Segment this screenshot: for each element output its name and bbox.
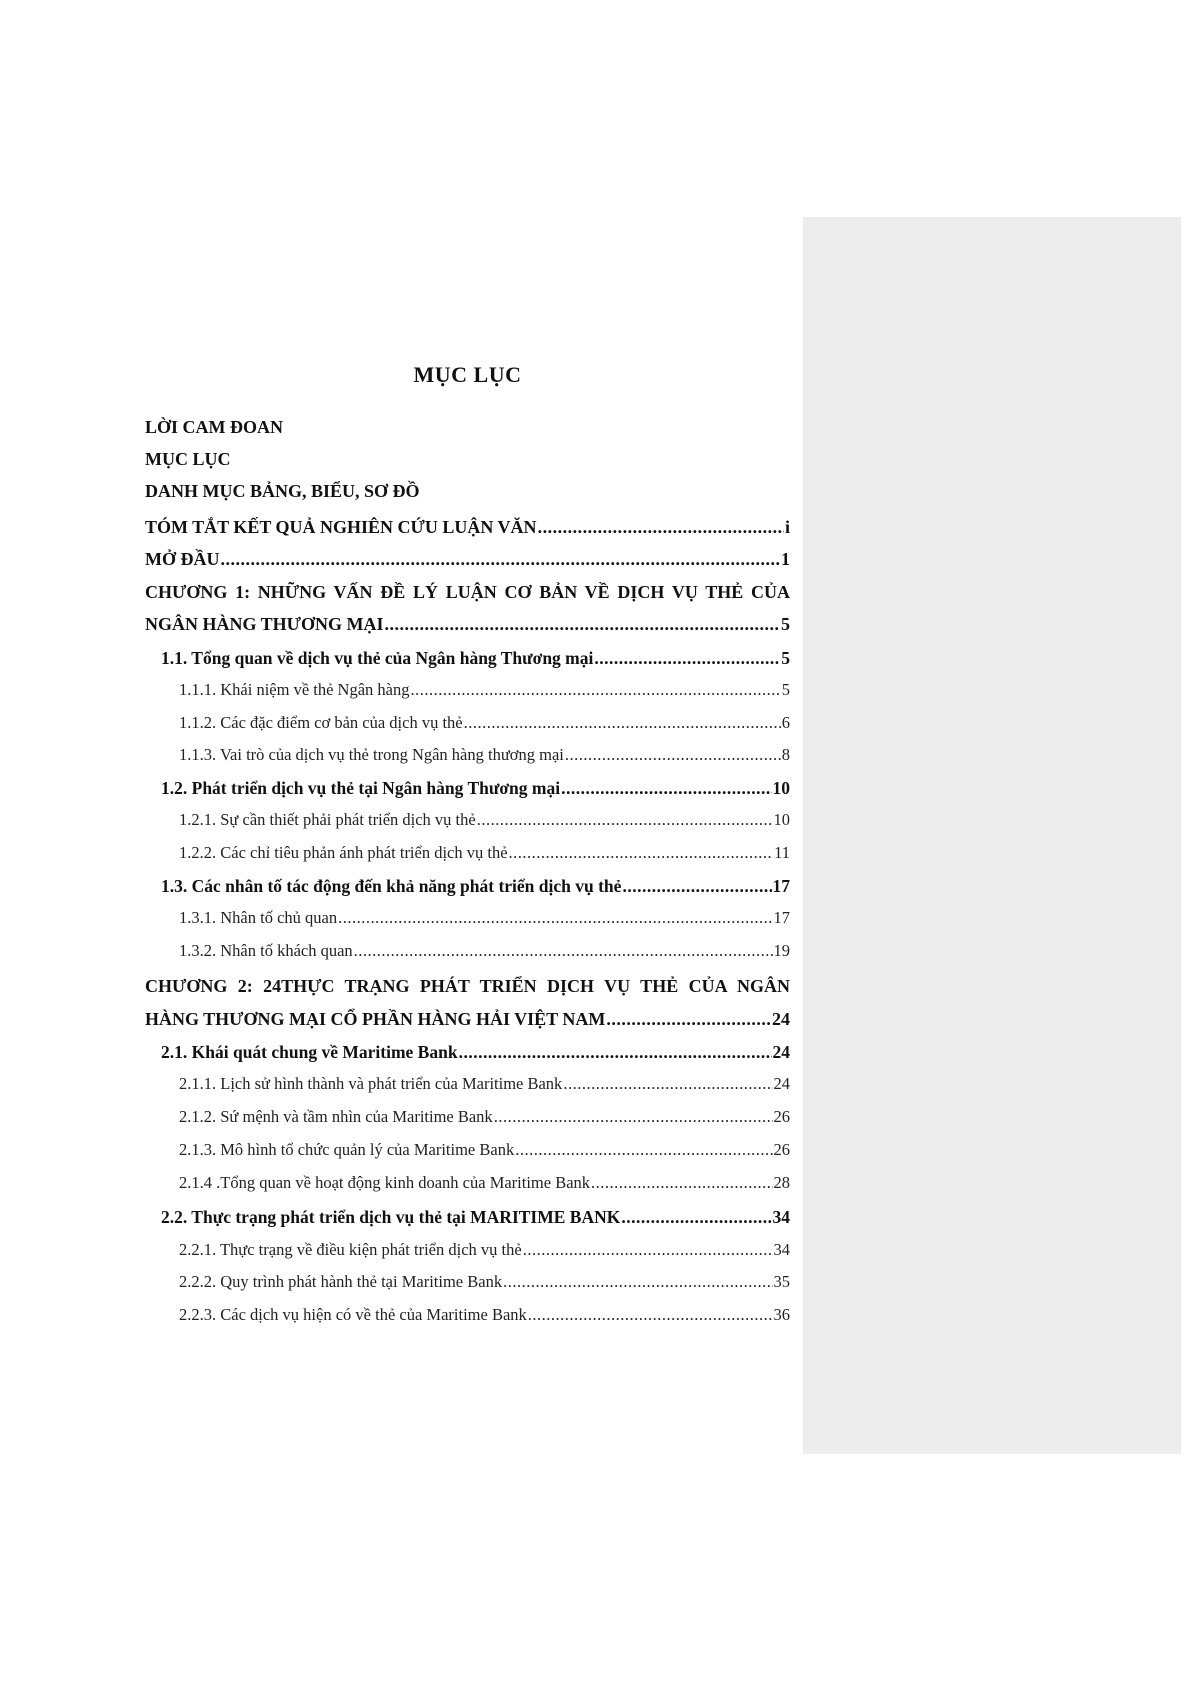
toc-entry-page: 24 bbox=[772, 1009, 790, 1029]
toc-entry[interactable] bbox=[161, 646, 790, 670]
toc-entry-page: 6 bbox=[781, 713, 790, 732]
toc-entry-page: 19 bbox=[773, 941, 790, 960]
toc-entry-page: 34 bbox=[772, 1207, 790, 1227]
toc-entry[interactable] bbox=[179, 743, 790, 767]
toc-entry-page: 28 bbox=[773, 1173, 790, 1192]
dot-leader bbox=[385, 612, 781, 636]
toc-entry[interactable] bbox=[161, 776, 790, 800]
toc-entry-text: 2.1. Khái quát chung về Maritime Bank bbox=[161, 1042, 458, 1062]
toc-entry-text: TÓM TẮT KẾT QUẢ NGHIÊN CỨU LUẬN VĂN bbox=[145, 517, 537, 537]
dot-leader bbox=[563, 1072, 772, 1096]
toc-entry-text: 2.2. Thực trạng phát triển dịch vụ thẻ tại MARITIME BANK bbox=[161, 1207, 621, 1227]
toc-entry[interactable] bbox=[179, 711, 790, 735]
toc-entry-text: 2.2.2. Quy trình phát hành thẻ tại Maritime Bank bbox=[179, 1272, 503, 1291]
toc-entry-text: 1.2.1. Sự cần thiết phải phát triển dịch vụ thẻ bbox=[179, 810, 476, 829]
toc-entry-page: 35 bbox=[773, 1272, 790, 1291]
toc-entry-page: 17 bbox=[772, 876, 790, 896]
dot-leader bbox=[622, 874, 771, 898]
dot-leader bbox=[621, 1205, 771, 1229]
toc-entry-text: 1.1.2. Các đặc điểm cơ bản của dịch vụ thẻ bbox=[179, 713, 463, 732]
toc-entry[interactable] bbox=[179, 808, 790, 832]
toc-entry-page: 24 bbox=[773, 1074, 790, 1093]
toc-entry[interactable] bbox=[145, 974, 790, 998]
toc-entry-text: 1.1. Tổng quan về dịch vụ thẻ của Ngân hàng Thương mại bbox=[161, 648, 594, 668]
toc-entry[interactable] bbox=[145, 1007, 790, 1031]
dot-leader bbox=[523, 1238, 773, 1262]
toc-entry-page: 8 bbox=[781, 745, 790, 764]
toc-entry-text: 2.1.2. Sứ mệnh và tầm nhìn của Maritime Bank bbox=[179, 1107, 493, 1126]
comment-margin-pane bbox=[803, 217, 1181, 1454]
toc-entry-text: 2.2.3. Các dịch vụ hiện có về thẻ của Maritime Bank bbox=[179, 1305, 527, 1324]
toc-entry-text: 1.2.2. Các chỉ tiêu phản ánh phát triển dịch vụ thẻ bbox=[179, 843, 508, 862]
toc-entry-text: 1.1.3. Vai trò của dịch vụ thẻ trong Ngân hàng thương mại bbox=[179, 745, 564, 764]
toc-entry[interactable] bbox=[145, 415, 790, 439]
toc-entry[interactable] bbox=[161, 874, 790, 898]
dot-leader bbox=[515, 1138, 772, 1162]
toc-entry[interactable] bbox=[179, 906, 790, 930]
toc-entry[interactable] bbox=[179, 1303, 790, 1327]
toc-entry-text: 1.2. Phát triển dịch vụ thẻ tại Ngân hàng Thương mại bbox=[161, 778, 561, 798]
toc-entry[interactable] bbox=[161, 1040, 790, 1064]
toc-entry-page: i bbox=[784, 517, 790, 537]
dot-leader bbox=[594, 646, 780, 670]
toc-entry[interactable] bbox=[179, 939, 790, 963]
toc-entry[interactable] bbox=[179, 678, 790, 702]
toc-entry[interactable] bbox=[179, 841, 790, 865]
toc-entry[interactable] bbox=[179, 1270, 790, 1294]
toc-entry-page: 24 bbox=[772, 1042, 790, 1062]
toc-entry[interactable] bbox=[179, 1105, 790, 1129]
toc-entry-page: 10 bbox=[773, 810, 790, 829]
toc-entry-text: 2.2.1. Thực trạng về điều kiện phát triển dịch vụ thẻ bbox=[179, 1240, 522, 1259]
toc-entry-text: 1.3.2. Nhân tố khách quan bbox=[179, 941, 353, 960]
page-title: MỤC LỤC bbox=[413, 362, 522, 387]
toc-entry-page: 5 bbox=[781, 648, 790, 668]
toc-entry-text: HÀNG THƯƠNG MẠI CỔ PHẦN HÀNG HẢI VIỆT NAM bbox=[145, 1009, 606, 1029]
toc-entry-text: NGÂN HÀNG THƯƠNG MẠI bbox=[145, 614, 384, 634]
dot-leader bbox=[528, 1303, 773, 1327]
toc-entry-text: MỞ ĐẦU bbox=[145, 549, 220, 569]
toc-entry-text: 1.1.1. Khái niệm về thẻ Ngân hàng bbox=[179, 680, 410, 699]
toc-entry-text: DANH MỤC BẢNG, BIỂU, SƠ ĐỒ bbox=[145, 481, 420, 501]
toc-entry-page: 5 bbox=[781, 680, 790, 699]
toc-entry[interactable] bbox=[145, 547, 790, 571]
dot-leader bbox=[221, 547, 781, 571]
toc-entry-text: 2.1.1. Lịch sử hình thành và phát triển của Maritime Bank bbox=[179, 1074, 563, 1093]
toc-entry-page: 36 bbox=[773, 1305, 790, 1324]
toc-entry[interactable] bbox=[179, 1138, 790, 1162]
dot-leader bbox=[494, 1105, 773, 1129]
toc-entry[interactable] bbox=[179, 1072, 790, 1096]
dot-leader bbox=[561, 776, 771, 800]
dot-leader bbox=[354, 939, 773, 963]
toc-entry-page: 10 bbox=[772, 778, 790, 798]
dot-leader bbox=[509, 841, 774, 865]
dot-leader bbox=[338, 906, 772, 930]
toc-entry[interactable] bbox=[145, 447, 790, 471]
toc-entry-page: 5 bbox=[781, 614, 790, 634]
dot-leader bbox=[591, 1171, 772, 1195]
toc-entry-text: 2.1.3. Mô hình tổ chức quản lý của Maritime Bank bbox=[179, 1140, 515, 1159]
toc-entry-text: 1.3.1. Nhân tố chủ quan bbox=[179, 908, 338, 927]
dot-leader bbox=[538, 515, 784, 539]
toc-entry-text: CHƯƠNG 2: 24THỰC TRẠNG PHÁT TRIỂN DỊCH VỤ THẺ CỦA NGÂN bbox=[145, 976, 790, 996]
toc-entry-page: 1 bbox=[781, 549, 790, 569]
toc-entry-text: LỜI CAM ĐOAN bbox=[145, 417, 283, 437]
toc-entry-page: 17 bbox=[773, 908, 790, 927]
toc-entry-text: MỤC LỤC bbox=[145, 449, 231, 469]
toc-entry[interactable] bbox=[161, 1205, 790, 1229]
dot-leader bbox=[606, 1007, 771, 1031]
toc-entry[interactable] bbox=[179, 1171, 790, 1195]
toc-entry[interactable] bbox=[145, 479, 790, 503]
toc-entry[interactable] bbox=[145, 580, 790, 604]
dot-leader bbox=[565, 743, 781, 767]
dot-leader bbox=[503, 1270, 772, 1294]
toc-entry-text: 1.3. Các nhân tố tác động đến khả năng phát triển dịch vụ thẻ bbox=[161, 876, 622, 896]
toc-entry-page: 26 bbox=[773, 1107, 790, 1126]
dot-leader bbox=[477, 808, 773, 832]
dot-leader bbox=[464, 711, 781, 735]
dot-leader bbox=[410, 678, 780, 702]
toc-entry-page: 11 bbox=[774, 843, 790, 862]
toc-entry[interactable] bbox=[145, 515, 790, 539]
toc-entry-page: 34 bbox=[773, 1240, 790, 1259]
toc-entry[interactable] bbox=[179, 1238, 790, 1262]
dot-leader bbox=[459, 1040, 772, 1064]
toc-entry-text: CHƯƠNG 1: NHỮNG VẤN ĐỀ LÝ LUẬN CƠ BẢN VỀ DỊCH VỤ THẺ CỦA bbox=[145, 582, 790, 602]
toc-entry-page: 26 bbox=[773, 1140, 790, 1159]
toc-entry-text: 2.1.4 .Tổng quan về hoạt động kinh doanh của Maritime Bank bbox=[179, 1173, 591, 1192]
toc-entry[interactable] bbox=[145, 612, 790, 636]
